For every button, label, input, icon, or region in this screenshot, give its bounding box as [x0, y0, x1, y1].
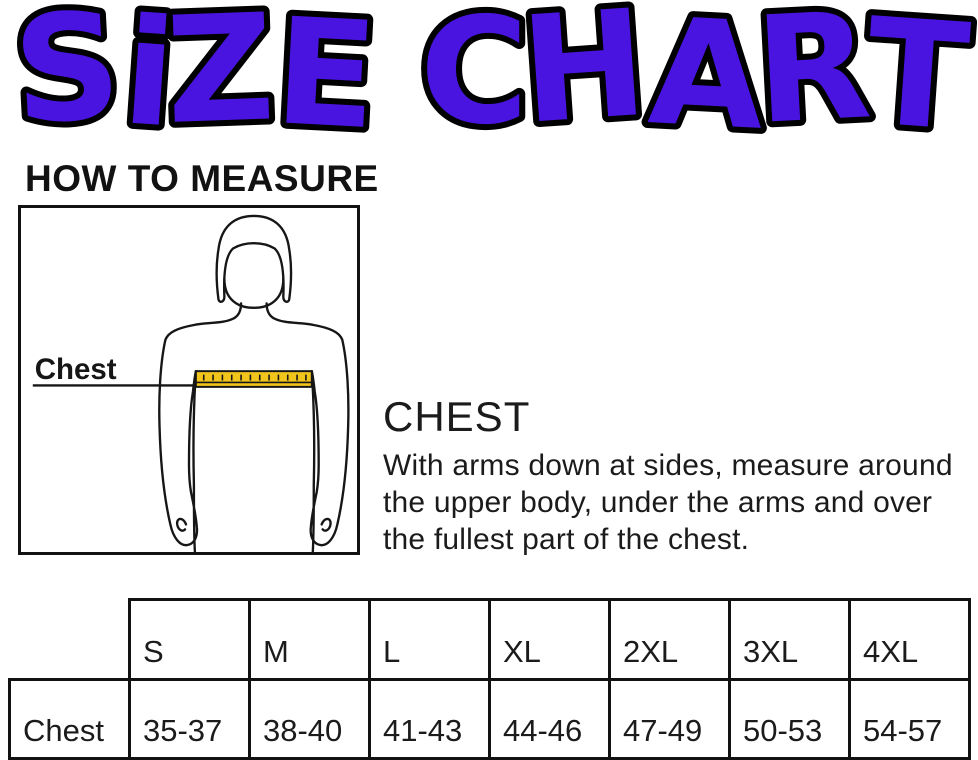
size-column-header-m: M [250, 600, 370, 680]
chest-section-heading: CHEST [383, 393, 531, 440]
figure-right-thumb [322, 519, 331, 531]
chest-value-s: 35-37 [130, 680, 250, 759]
tape-measure [196, 371, 312, 387]
figure-hair-outline [217, 216, 291, 302]
figure-left-thumb [177, 519, 186, 531]
size-column-header-3xl: 3XL [730, 600, 850, 680]
chest-value-3xl: 50-53 [730, 680, 850, 759]
chest-measurements-row [10, 680, 970, 759]
size-chart-title-art [0, 0, 978, 152]
size-column-header-s: S [130, 600, 250, 680]
measurement-diagram-box [18, 205, 360, 555]
table-empty-corner [10, 600, 130, 680]
chest-value-4xl: 54-57 [850, 680, 970, 759]
size-table [8, 598, 971, 760]
size-column-header-4xl: 4XL [850, 600, 970, 680]
figure-right-body-outline [273, 318, 348, 552]
torso-figure-illustration [21, 208, 357, 552]
size-table-header-row [10, 600, 970, 680]
figure-face-outline [224, 279, 283, 308]
how-to-measure-heading: HOW TO MEASURE [25, 158, 379, 199]
row-label-chest: Chest [10, 680, 130, 759]
size-column-header-xl: XL [490, 600, 610, 680]
chest-value-l: 41-43 [370, 680, 490, 759]
chest-instructions-text: With arms down at sides, measure around the upper body, under the arms and over the fullest part of the chest. [383, 449, 953, 556]
figure-left-body-outline [159, 318, 234, 552]
chest-value-m: 38-40 [250, 680, 370, 759]
chest-value-2xl: 47-49 [610, 680, 730, 759]
chest-value-xl: 44-46 [490, 680, 610, 759]
page-title: SiZE CHART [9, 0, 970, 152]
size-column-header-l: L [370, 600, 490, 680]
size-column-header-2xl: 2XL [610, 600, 730, 680]
diagram-chest-label: Chest [34, 353, 117, 387]
